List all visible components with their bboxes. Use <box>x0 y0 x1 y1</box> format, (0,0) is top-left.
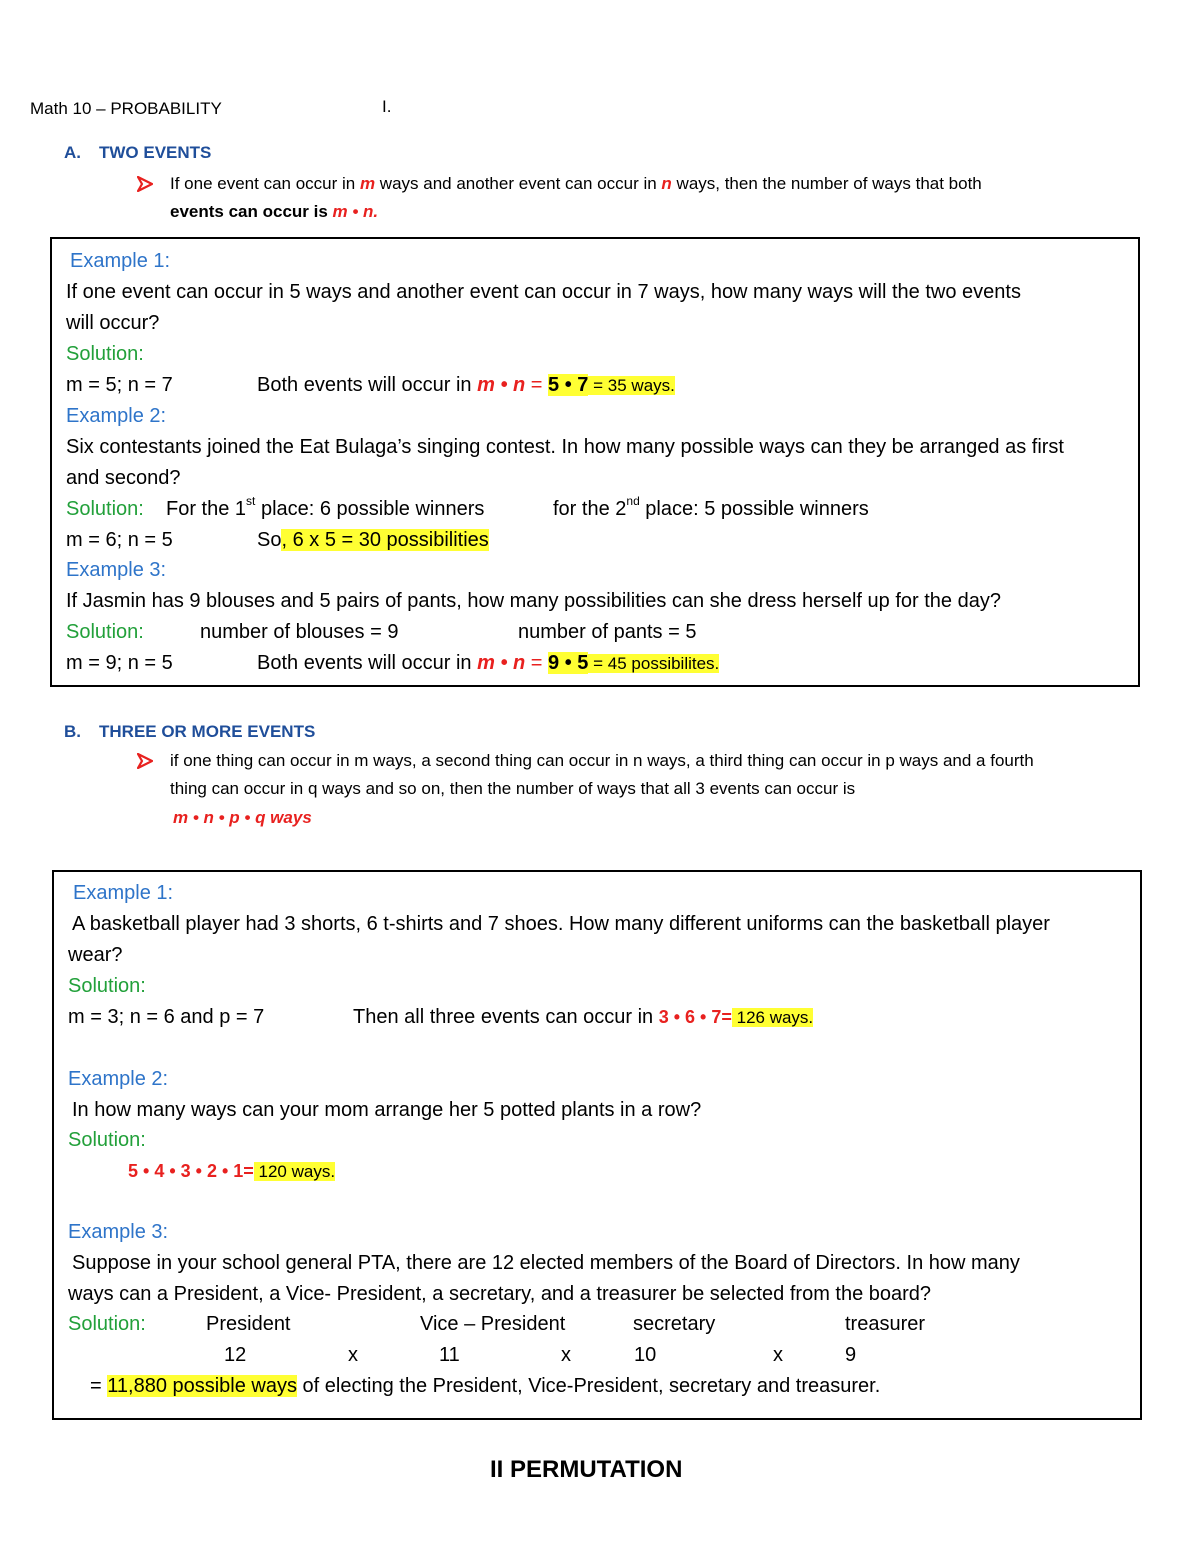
example-1-answer <box>353 1006 813 1029</box>
example-2-second-place <box>553 494 869 521</box>
rule-text: If one event can occur in <box>170 174 360 193</box>
example-1-label: Example 1: <box>70 250 171 272</box>
examples-box-three-or-more-events <box>52 870 1142 1420</box>
first-place-ordinal: st <box>246 494 256 509</box>
section-b-rule-line1: if one thing can occur in m ways, a second thing can occur in n ways, a third thing can occur in p ways and a fourth <box>170 751 1034 770</box>
example-1-answer <box>257 374 675 397</box>
answer-text: Both events will occur in <box>257 374 478 396</box>
example-1-question-line1: A basketball player had 3 shorts, 6 t-shirts and 7 shoes. How many different uniforms can the basketball player <box>72 913 1050 935</box>
example-2-solution-label: Solution: <box>68 1129 146 1151</box>
example-2-first-place <box>166 494 485 521</box>
second-place-text: for the 2 <box>553 498 627 520</box>
rule-formula: m • n. <box>332 202 379 221</box>
first-place-text: place: 6 possible winners <box>255 498 485 520</box>
answer-text: So <box>257 529 282 551</box>
section-b-heading: THREE OR MORE EVENTS <box>99 722 316 741</box>
example-3-question-line1: Suppose in your school general PTA, there are 12 elected members of the Board of Directors. In how many <box>72 1252 1020 1274</box>
answer-result: 126 ways. <box>731 1008 814 1027</box>
rule-text: ways, then the number of ways that both <box>671 174 982 193</box>
answer-result: , 6 x 5 = 30 possibilities <box>281 529 489 551</box>
multiply-sign: x <box>773 1344 783 1366</box>
answer-text: Then all three events can occur in <box>353 1006 659 1028</box>
section-b-rule-line2: thing can occur in q ways and so on, then the number of ways that all 3 events can occur is <box>170 779 856 798</box>
example-2-answer <box>128 1160 335 1183</box>
example-3-blouses: number of blouses = 9 <box>200 621 399 643</box>
example-1-label: Example 1: <box>73 882 174 904</box>
section-a-letter: A. <box>64 143 81 162</box>
officer-count-treasurer: 9 <box>845 1344 857 1366</box>
second-place-ordinal: nd <box>626 494 640 509</box>
rule-text: events can occur is <box>170 202 333 221</box>
officer-count-president: 12 <box>224 1344 247 1366</box>
example-3-question-line2: ways can a President, a Vice- President, a secretary, and a treasurer be selected from the board? <box>68 1283 932 1305</box>
multiply-sign: x <box>561 1344 571 1366</box>
answer-equals: = <box>525 652 549 674</box>
next-section-heading: II PERMUTATION <box>490 1456 683 1483</box>
section-b-rule-formula: m • n • p • q ways <box>173 808 312 827</box>
section-roman-numeral: I. <box>382 97 392 116</box>
example-2-question-line1: Six contestants joined the Eat Bulaga’s singing contest. In how many possible ways can they be arranged as first <box>66 436 1064 458</box>
example-1-solution-label: Solution: <box>66 343 144 365</box>
example-1-question-line1: If one event can occur in 5 ways and another event can occur in 7 ways, how many ways will the two events <box>66 281 1021 303</box>
example-3-question: If Jasmin has 9 blouses and 5 pairs of pants, how many possibilities can she dress herself up for the day? <box>66 590 1001 612</box>
answer-equals: = <box>90 1375 108 1397</box>
multiply-sign: x <box>348 1344 358 1366</box>
officer-count-secretary: 10 <box>634 1344 657 1366</box>
answer-equals: = <box>525 374 549 396</box>
answer-result: 11,880 possible ways <box>107 1375 297 1397</box>
officer-header-secretary: secretary <box>633 1313 716 1335</box>
officer-header-vice-president: Vice – President <box>420 1313 566 1335</box>
example-2-question-line2: and second? <box>66 467 181 489</box>
answer-text: of electing the President, Vice-President, secretary and treasurer. <box>297 1375 881 1397</box>
answer-calculation: 9 • 5 <box>548 652 589 674</box>
example-1-variables: m = 3; n = 6 and p = 7 <box>68 1006 265 1028</box>
officer-header-president: President <box>206 1313 291 1335</box>
answer-calculation: 5 • 7 <box>548 374 589 396</box>
example-1-question-line2: wear? <box>68 944 123 966</box>
example-3-label: Example 3: <box>68 1221 169 1243</box>
answer-text: Both events will occur in <box>257 652 478 674</box>
example-3-variables: m = 9; n = 5 <box>66 652 173 674</box>
answer-result: = 45 possibilites. <box>588 654 720 673</box>
example-2-variables: m = 6; n = 5 <box>66 529 173 551</box>
rule-text: ways and another event can occur in <box>375 174 662 193</box>
example-3-label: Example 3: <box>66 559 167 581</box>
answer-formula: m • n <box>477 652 526 674</box>
document-title: Math 10 – PROBABILITY <box>30 99 222 118</box>
first-place-text: For the 1 <box>166 498 247 520</box>
section-a-heading: TWO EVENTS <box>99 143 212 162</box>
example-3-solution-label: Solution: <box>68 1313 146 1335</box>
example-3-pants: number of pants = 5 <box>518 621 697 643</box>
example-1-variables: m = 5; n = 7 <box>66 374 173 396</box>
officer-header-treasurer: treasurer <box>845 1313 926 1335</box>
arrowhead-bullet-icon <box>137 176 153 192</box>
example-1-question-line2: will occur? <box>66 312 160 334</box>
example-1-solution-label: Solution: <box>68 975 146 997</box>
answer-result: = 35 ways. <box>588 376 675 395</box>
section-a-rule-line1 <box>170 174 982 194</box>
example-3-answer <box>90 1375 880 1398</box>
example-3-solution-label: Solution: <box>66 621 144 643</box>
examples-box-two-events <box>50 237 1140 687</box>
officer-count-vice-president: 11 <box>439 1344 460 1366</box>
rule-variable-m: m <box>359 174 376 193</box>
example-2-answer <box>257 529 489 552</box>
example-2-label: Example 2: <box>66 405 167 427</box>
arrowhead-bullet-icon <box>137 753 153 769</box>
example-2-solution-label: Solution: <box>66 498 144 520</box>
answer-formula: m • n <box>477 374 526 396</box>
section-b-letter: B. <box>64 722 81 741</box>
answer-calculation: 5 • 4 • 3 • 2 • 1= <box>128 1161 254 1181</box>
second-place-text: place: 5 possible winners <box>639 498 869 520</box>
answer-calculation: 3 • 6 • 7= <box>658 1007 732 1027</box>
example-2-question: In how many ways can your mom arrange her 5 potted plants in a row? <box>72 1099 702 1121</box>
example-3-answer <box>257 652 719 675</box>
answer-result: 120 ways. <box>253 1162 336 1181</box>
rule-variable-n: n <box>661 174 672 193</box>
section-a-rule-line2 <box>170 202 378 222</box>
example-2-label: Example 2: <box>68 1068 169 1090</box>
